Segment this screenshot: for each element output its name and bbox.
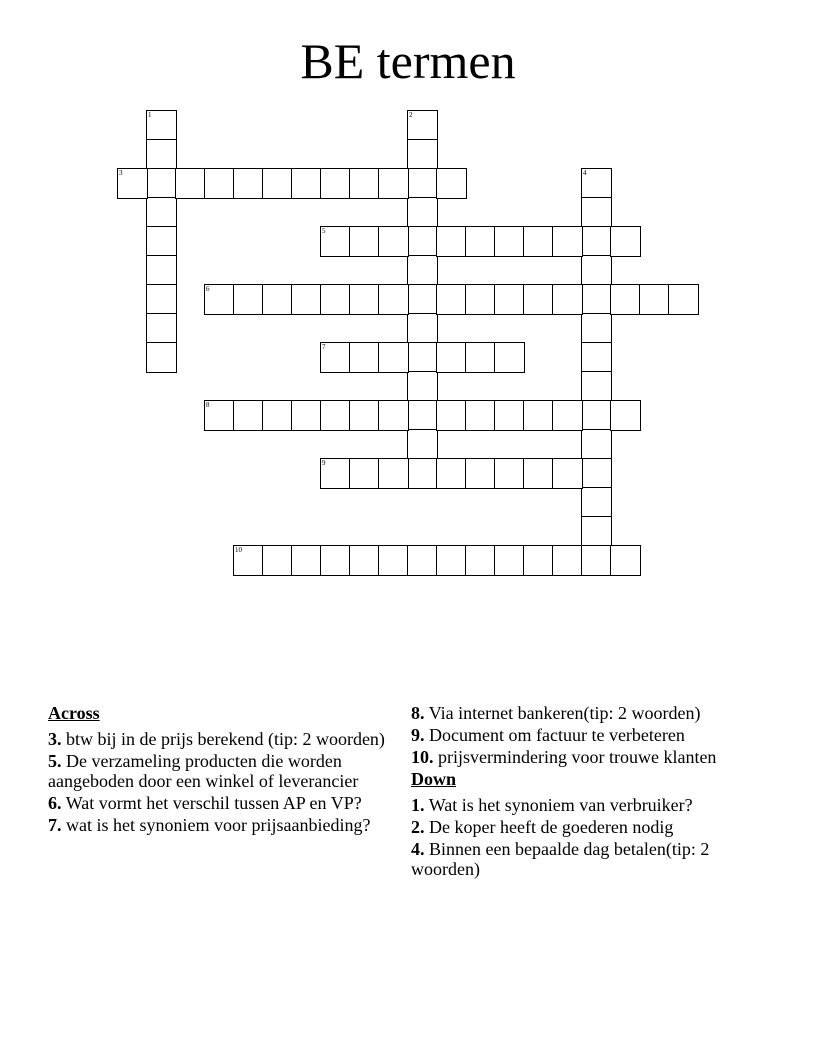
- grid-cell[interactable]: [349, 342, 380, 373]
- clue-down-1: [411, 795, 756, 815]
- grid-cell[interactable]: [436, 458, 467, 489]
- across-heading: Across: [48, 703, 100, 723]
- grid-cell[interactable]: [494, 342, 525, 373]
- clue-text: Binnen een bepaalde dag betalen(tip: 2 woorden): [411, 839, 710, 879]
- grid-cell[interactable]: [233, 545, 264, 576]
- clue-text: De koper heeft de goederen nodig: [429, 817, 674, 837]
- grid-cell[interactable]: [146, 342, 177, 373]
- clue-number: 4.: [411, 839, 425, 859]
- grid-cell[interactable]: [610, 226, 641, 257]
- grid-cell[interactable]: [581, 371, 612, 402]
- grid-cell[interactable]: [146, 226, 177, 257]
- grid-cell[interactable]: [523, 400, 554, 431]
- grid-cell[interactable]: [581, 197, 612, 228]
- grid-cell[interactable]: [465, 342, 496, 373]
- grid-cell[interactable]: [378, 226, 409, 257]
- grid-cell[interactable]: [146, 313, 177, 344]
- grid-cell[interactable]: [291, 400, 322, 431]
- grid-cell[interactable]: [320, 545, 351, 576]
- grid-cell[interactable]: [146, 110, 177, 141]
- grid-cell[interactable]: [552, 400, 583, 431]
- grid-cell[interactable]: [465, 545, 496, 576]
- grid-cell[interactable]: [146, 139, 177, 170]
- grid-cell[interactable]: [146, 284, 177, 315]
- grid-cell[interactable]: [349, 226, 380, 257]
- grid-cell[interactable]: [407, 371, 438, 402]
- grid-cell[interactable]: [523, 284, 554, 315]
- grid-cell[interactable]: [581, 400, 612, 431]
- grid-cell[interactable]: [320, 284, 351, 315]
- grid-cell[interactable]: [581, 516, 612, 547]
- grid-cell[interactable]: [523, 545, 554, 576]
- grid-cell[interactable]: [581, 487, 612, 518]
- grid-cell[interactable]: [378, 545, 409, 576]
- grid-cell[interactable]: [581, 284, 612, 315]
- clue-across-3: [48, 729, 393, 749]
- grid-cell[interactable]: [146, 168, 177, 199]
- clue-number: 8.: [411, 703, 425, 723]
- grid-cell[interactable]: [581, 458, 612, 489]
- grid-cell[interactable]: [378, 400, 409, 431]
- grid-cell[interactable]: [581, 429, 612, 460]
- clue-across-7: [48, 815, 393, 835]
- grid-cell[interactable]: [378, 342, 409, 373]
- grid-cell[interactable]: [204, 400, 235, 431]
- grid-cell[interactable]: [349, 458, 380, 489]
- clue-number-label: 2: [409, 111, 413, 119]
- grid-cell[interactable]: [610, 545, 641, 576]
- grid-cell[interactable]: [668, 284, 699, 315]
- grid-cell[interactable]: [494, 400, 525, 431]
- grid-cell[interactable]: [407, 313, 438, 344]
- down-heading: Down: [411, 769, 457, 789]
- clue-number: 7.: [48, 815, 62, 835]
- clue-number: 2.: [411, 817, 425, 837]
- grid-cell[interactable]: [523, 226, 554, 257]
- grid-cell[interactable]: [291, 168, 322, 199]
- grid-cell[interactable]: [407, 110, 438, 141]
- grid-cell[interactable]: [465, 400, 496, 431]
- clue-number-label: 7: [322, 343, 326, 351]
- grid-cell[interactable]: [494, 284, 525, 315]
- grid-cell[interactable]: [320, 458, 351, 489]
- clues-right-column: [411, 703, 756, 881]
- grid-cell[interactable]: [349, 400, 380, 431]
- clue-across-9: [411, 725, 756, 745]
- grid-cell[interactable]: [233, 400, 264, 431]
- grid-cell[interactable]: [146, 197, 177, 228]
- grid-cell[interactable]: [436, 168, 467, 199]
- grid-cell[interactable]: [407, 226, 438, 257]
- grid-cell[interactable]: [378, 458, 409, 489]
- clue-text: btw bij in de prijs berekend (tip: 2 woorden): [66, 729, 385, 749]
- grid-cell[interactable]: [552, 284, 583, 315]
- grid-cell[interactable]: [407, 168, 438, 199]
- clue-down-2: [411, 817, 756, 837]
- clue-number: 9.: [411, 725, 425, 745]
- grid-cell[interactable]: [610, 400, 641, 431]
- grid-cell[interactable]: [407, 400, 438, 431]
- clue-number: 3.: [48, 729, 62, 749]
- grid-cell[interactable]: [407, 342, 438, 373]
- grid-cell[interactable]: [552, 458, 583, 489]
- grid-cell[interactable]: [494, 226, 525, 257]
- grid-cell[interactable]: [436, 284, 467, 315]
- grid-cell[interactable]: [117, 168, 148, 199]
- clue-number-label: 5: [322, 227, 326, 235]
- clue-text: wat is het synoniem voor prijsaanbieding?: [66, 815, 371, 835]
- grid-cell[interactable]: [581, 545, 612, 576]
- grid-cell[interactable]: [291, 284, 322, 315]
- clue-number-label: 9: [322, 459, 326, 467]
- grid-cell[interactable]: [349, 284, 380, 315]
- grid-cell[interactable]: [581, 313, 612, 344]
- grid-cell[interactable]: [407, 284, 438, 315]
- grid-cell[interactable]: [494, 545, 525, 576]
- clue-number-label: 3: [119, 169, 123, 177]
- clue-across-10: [411, 747, 756, 767]
- clue-across-5: [48, 751, 393, 791]
- grid-cell[interactable]: [581, 255, 612, 286]
- clue-text: prijsvermindering voor trouwe klanten: [438, 747, 717, 767]
- clue-text: Wat is het synoniem van verbruiker?: [428, 795, 693, 815]
- clue-text: De verzameling producten die worden aangeboden door een winkel of leverancier: [48, 751, 359, 791]
- clue-across-8: [411, 703, 756, 723]
- grid-cell[interactable]: [262, 168, 293, 199]
- grid-cell[interactable]: [204, 168, 235, 199]
- clue-down-4: [411, 839, 756, 879]
- clue-number-label: 1: [148, 111, 152, 119]
- grid-cell[interactable]: [378, 284, 409, 315]
- grid-cell[interactable]: [436, 226, 467, 257]
- grid-cell[interactable]: [146, 255, 177, 286]
- grid-cell[interactable]: [320, 400, 351, 431]
- clue-number-label: 6: [206, 285, 210, 293]
- grid-cell[interactable]: [494, 458, 525, 489]
- grid-cell[interactable]: [407, 545, 438, 576]
- grid-cell[interactable]: [552, 226, 583, 257]
- grid-cell[interactable]: [320, 342, 351, 373]
- grid-cell[interactable]: [175, 168, 206, 199]
- grid-cell[interactable]: [407, 197, 438, 228]
- grid-cell[interactable]: [552, 545, 583, 576]
- grid-cell[interactable]: [523, 458, 554, 489]
- grid-cell[interactable]: [581, 342, 612, 373]
- clue-number-label: 4: [583, 169, 587, 177]
- grid-cell[interactable]: [436, 400, 467, 431]
- grid-cell[interactable]: [465, 458, 496, 489]
- clue-number: 6.: [48, 793, 62, 813]
- grid-cell[interactable]: [291, 545, 322, 576]
- clue-number: 5.: [48, 751, 62, 771]
- grid-cell[interactable]: [262, 400, 293, 431]
- grid-cell[interactable]: [349, 168, 380, 199]
- grid-cell[interactable]: [233, 284, 264, 315]
- clue-text: Via internet bankeren(tip: 2 woorden): [428, 703, 701, 723]
- clue-number: 1.: [411, 795, 425, 815]
- clue-text: Wat vormt het verschil tussen AP en VP?: [65, 793, 362, 813]
- grid-cell[interactable]: [320, 226, 351, 257]
- page-title: BE termen: [300, 33, 516, 89]
- clue-text: Document om factuur te verbeteren: [429, 725, 685, 745]
- grid-cell[interactable]: [407, 139, 438, 170]
- grid-cell[interactable]: [639, 284, 670, 315]
- clue-number-label: 10: [235, 546, 242, 554]
- grid-cell[interactable]: [233, 168, 264, 199]
- grid-cell[interactable]: [407, 458, 438, 489]
- grid-cell[interactable]: [407, 255, 438, 286]
- grid-cell[interactable]: [262, 545, 293, 576]
- grid-cell[interactable]: [436, 342, 467, 373]
- grid-cell[interactable]: [436, 545, 467, 576]
- grid-cell[interactable]: [581, 226, 612, 257]
- grid-cell[interactable]: [320, 168, 351, 199]
- grid-cell[interactable]: [349, 545, 380, 576]
- grid-cell[interactable]: [465, 284, 496, 315]
- grid-cell[interactable]: [610, 284, 641, 315]
- grid-cell[interactable]: [378, 168, 409, 199]
- grid-cell[interactable]: [465, 226, 496, 257]
- clues-left-column: [48, 703, 393, 837]
- grid-cell[interactable]: [581, 168, 612, 199]
- grid-cell[interactable]: [262, 284, 293, 315]
- grid-cell[interactable]: [204, 284, 235, 315]
- grid-cell[interactable]: [407, 429, 438, 460]
- clue-number-label: 8: [206, 401, 210, 409]
- clue-number: 10.: [411, 747, 434, 767]
- clue-across-6: [48, 793, 393, 813]
